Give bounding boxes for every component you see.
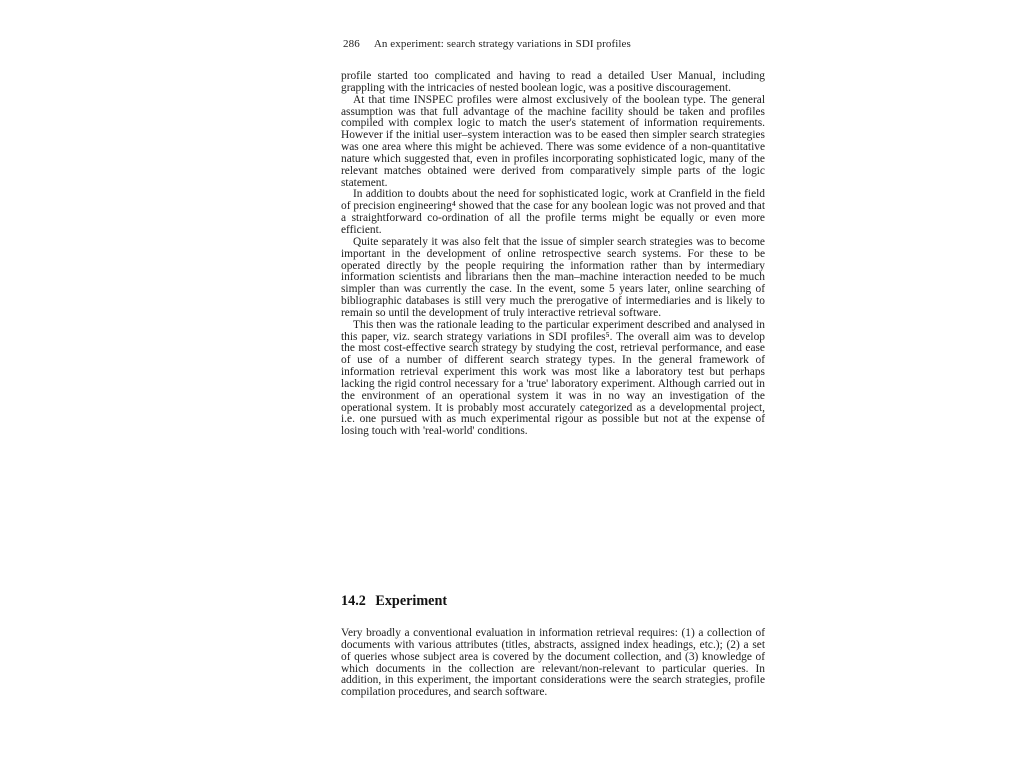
running-header: [343, 38, 773, 50]
paragraph-continuation: profile started too complicated and having to read a detailed User Manual, including grappling with the intricacies of nested boolean logic, was a positive discouragement.: [341, 70, 765, 94]
paragraph-experiment: Very broadly a conventional evaluation in information retrieval requires: (1) a collection of documents with various attributes (titles, abstracts, assigned index headings, etc.); (2) a set of queries whose subject area is covered by the document collection, and (3) knowledge of which documents in the collection are relevant/non-relevant to particular queries. In addition, in this experiment, the important considerations were the search strategies, profile compilation procedures, and search software.: [341, 627, 765, 699]
paragraph-online-search: Quite separately it was also felt that the issue of simpler search strategies was to become important in the development of online retrospective search systems. For these to be operated directly by the people requiring the information rather than by intermediary information scientists and librarians then the man–machine interaction needed to be much simpler than was currently the case. In the event, some 5 years later, online searching of bibliographic databases is still very much the prerogative of intermediaries and is likely to remain so until the development of truly interactive retrieval software.: [341, 235, 765, 319]
running-title: An experiment: search strategy variations in SDI profiles: [373, 38, 631, 50]
paragraph-rationale: This then was the rationale leading to the particular experiment described and analysed in this paper, viz. search strategy variations in SDI profiles⁵. The overall aim was to develop the most cost-effective search strategy by studying the cost, retrieval performance, and ease of use of a number of different search strategy types. In the general framework of information retrieval experiment this work was most like a laboratory test but perhaps lacking the rigid control necessary for a 'true' laboratory experiment. Although carried out in the environment of an operational system it was in no way an investigation of the operational system. It is probably most accurately categorized as a developmental project, i.e. one pursued with as much experimental rigour as possible but not at the expense of losing touch with 'real-world' conditions.: [341, 318, 765, 438]
body-text: [341, 71, 765, 438]
section-heading: [341, 593, 765, 610]
section-number: 14.2: [341, 593, 366, 609]
page-number: 286: [343, 38, 360, 50]
paragraph-boolean-logic-doubts: In addition to doubts about the need for sophisticated logic, work at Cranfield in the field of precision engineering⁴ showed that the case for any boolean logic was not proved and that a straightforward co-ordination of all the profile terms might be equally or even more efficient.: [341, 188, 765, 236]
paragraph-inspec-profiles: At that time INSPEC profiles were almost exclusively of the boolean type. The general assumption was that full advantage of the machine facility should be taken and profiles compiled with complex logic to match the user's statement of information requirements. However if the initial user–system interaction was to be eased then simpler search strategies was one area where this might be achieved. There was some evidence of a non-quantitative nature which suggested that, even in profiles incorporating sophisticated logic, many of the relevant matches obtained were derived from comparatively simple parts of the logic statement.: [341, 93, 765, 189]
section-body-text: [341, 628, 765, 699]
section-title: Experiment: [375, 593, 448, 609]
